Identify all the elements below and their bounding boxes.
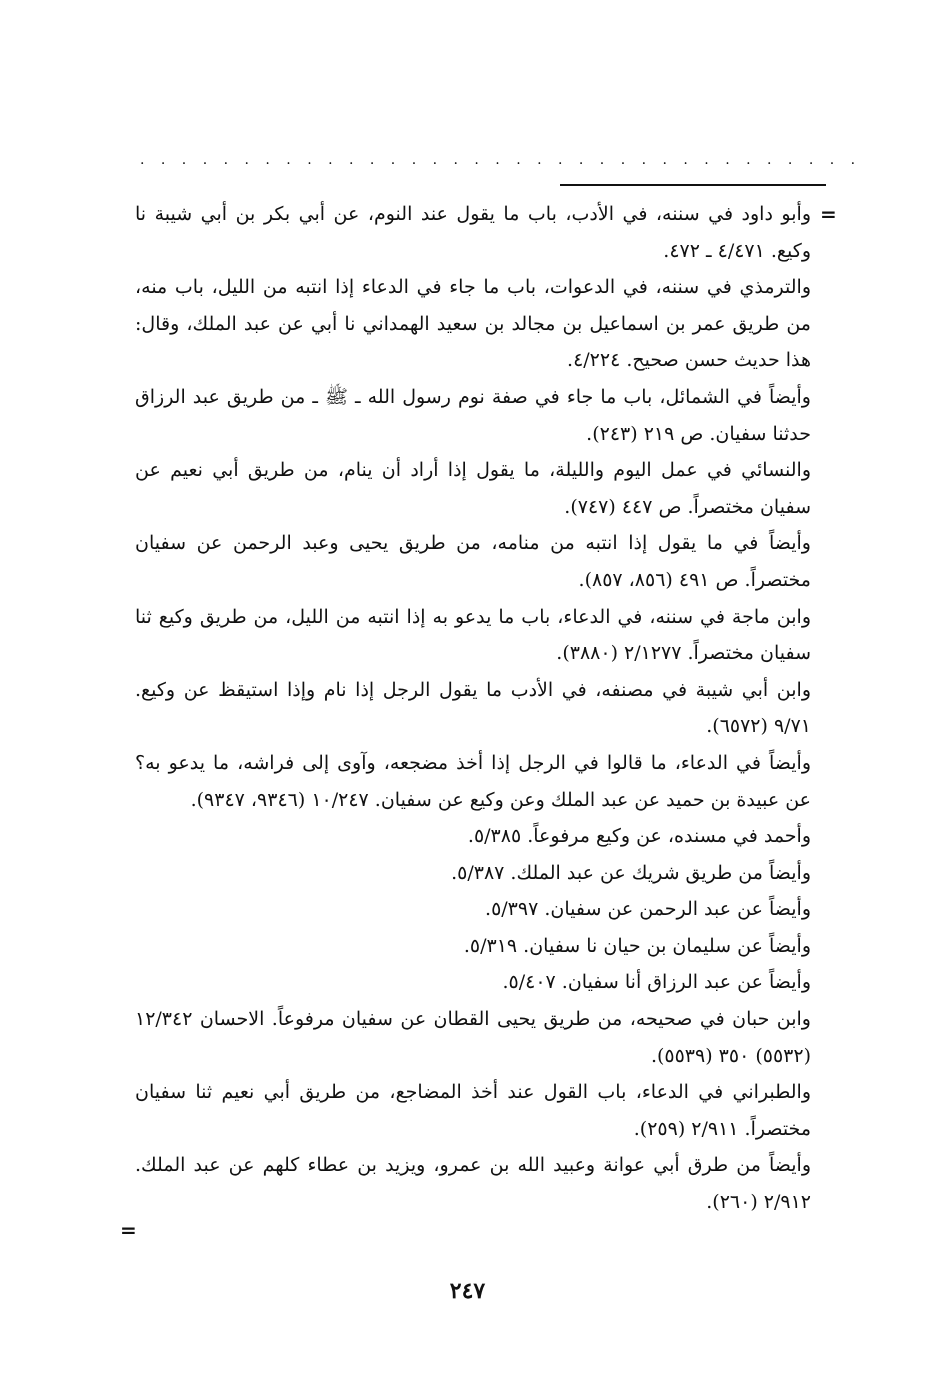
footnote-paragraph: وأحمد في مسنده، عن وكيع مرفوعاً. ٥/٣٨٥. <box>467 825 811 848</box>
footnote-paragraph: وأيضاً من طرق أبي عوانة وعبيد الله بن عمرو، ويزيد بن عطاء كلهم عن عبد الملك. ٢/٩١٢ (٢٦٠). <box>135 1154 811 1214</box>
page-number: ٢٤٧ <box>449 1278 486 1304</box>
footnote-paragraph: وأيضاً في ما يقول إذا انتبه من منامه، من طريق يحيى وعبد الرحمن عن سفيان مختصراً. ص ٤٩١ (٨٥٦، ٨٥٧). <box>135 532 811 591</box>
footnote-paragraph: وابن ماجة في سننه، في الدعاء، باب ما يدعو به إذا انتبه من الليل، من طريق وكيع ثنا سفيان مختصراً. ٢/١٢٧٧ (٣٨٨٠). <box>135 605 811 665</box>
footnote-paragraph: وابن أبي شيبة في مصنفه، في الأدب ما يقول الرجل إذا نام وإذا استيقظ عن وكيع. ٩/٧١ (٦٥٧٢). <box>135 678 811 738</box>
footnote-paragraph: وأبو داود في سننه، في الأدب، باب ما يقول عند النوم، عن أبي بكر بن أبي شيبة نا وكيع. ٤/٤٧١ ـ ٤٧٢. <box>135 203 811 262</box>
separator-dots: . . . . . . . . . . . . . . . . . . . . . . . . . . . . . . . . . . . <box>140 152 862 168</box>
continuation-mark-bottom: = <box>120 1218 137 1242</box>
footnote-paragraph: والنسائي في عمل اليوم والليلة، ما يقول إذا أراد أن ينام، من طريق أبي نعيم عن سفيان مختصراً. ص ٤٤٧ (٧٤٧). <box>135 459 811 518</box>
footnote-paragraph: وأيضاً عن عبد الرزاق أنا سفيان. ٥/٤٠٧. <box>502 971 811 994</box>
footnote-paragraph: والترمذي في سننه، في الدعوات، باب ما جاء في الدعاء إذا انتبه من الليل، باب منه، من طريق عمر بن اسماعيل بن مجالد بن سعيد الهمداني نا أبي عن عبد الملك، وقال: هذا حديث حسن صحيح. ٤/٢٢٤. <box>135 276 811 372</box>
footnote-paragraph: والطبراني في الدعاء، باب القول عند أخذ المضاجع، من طريق أبي نعيم ثنا سفيان مختصراً. ٢/٩١١ (٢٥٩). <box>135 1081 811 1140</box>
footnote-paragraph: وابن حبان في صحيحه، من طريق يحيى القطان عن سفيان مرفوعاً. الاحسان ١٢/٣٤٢ (٥٥٣٢) ٣٥٠ (٥٥٣٩). <box>135 1008 811 1067</box>
footnote-paragraph: وأيضاً عن سليمان بن حيان نا سفيان. ٥/٣١٩. <box>463 934 811 957</box>
footnote-paragraph: وأيضاً في الدعاء، ما قالوا في الرجل إذا أخذ مضجعه، وآوى إلى فراشه، ما يدعو به؟ عن عبيدة بن حميد عن عبد الملك وعن وكيع عن سفيان. ١٠/٢٤٧ (٩٣٤٦، ٩٣٤٧). <box>135 751 811 811</box>
footnote-paragraph: وأيضاً عن عبد الرحمن عن سفيان. ٥/٣٩٧. <box>485 898 811 921</box>
footnote-rule <box>560 184 826 186</box>
footnote-paragraph: وأيضاً من طريق شريك عن عبد الملك. ٥/٣٨٧. <box>451 861 811 884</box>
continuation-mark-top: = <box>820 202 837 226</box>
footnote-body <box>135 196 811 1221</box>
footnote-paragraph: وأيضاً في الشمائل، باب ما جاء في صفة نوم رسول الله ـ ﷺ ـ من طريق عبد الرزاق حدثنا سفيان. ص ٢١٩ (٢٤٣). <box>135 385 811 445</box>
